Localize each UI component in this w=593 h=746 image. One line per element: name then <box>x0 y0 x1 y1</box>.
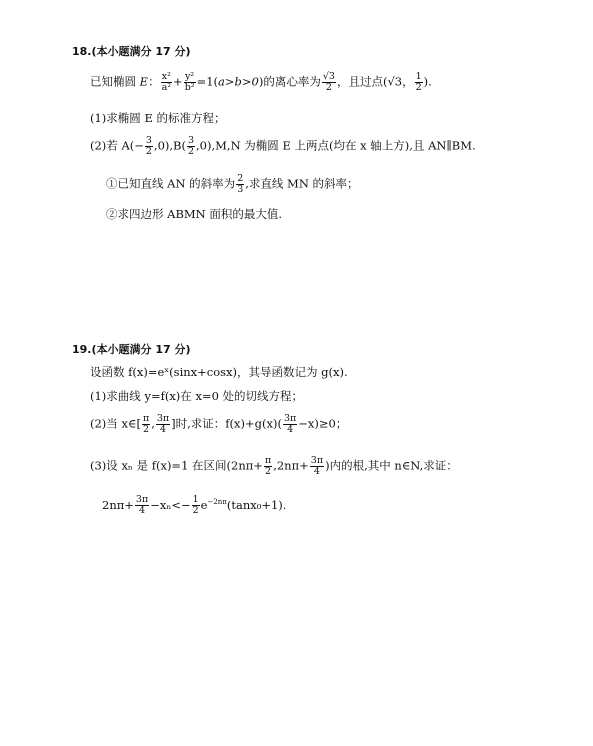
q19-stem: 设函数 f(x)=eˣ(sinx+cosx)，其导函数记为 g(x). <box>90 365 348 379</box>
fraction-3pi-4-c: $\frac{3\pi}{4}$ <box>310 455 324 477</box>
fraction-point-y: $\frac{1}{2}$ <box>415 71 422 93</box>
q18-subpart1: ①已知直线 AN 的斜率为 $\frac{2}{3}$ ,求直线 MN 的斜率； <box>106 173 359 195</box>
q18-subpart2: ②求四边形 ABMN 面积的最大值. <box>106 207 283 221</box>
q18-part1: (1)求椭圆 E 的标准方程； <box>90 111 226 125</box>
q18-part2: (2)若 A(− $\frac{3}{2}$ ,0),B( $\frac{3}{2}$ ,0),M,N 为椭圆 E 上两点(均在 x 轴上方),且 AN∥BM. <box>90 135 476 157</box>
fraction-3pi-4-d: $\frac{3\pi}{4}$ <box>135 494 149 517</box>
fraction-pi-2-b: $\frac{\pi}{2}$ <box>264 455 272 477</box>
q18-stem: 已知椭圆 E： $\frac{\text{x²}}{\text{a²}}$ + $\frac{\text{y²}}{\text{b²}}$ =1(a>b>0)的离心率为 $\frac{√3}{2}$ ，且过点(√3， $\frac{1}{2}$ ). <box>90 71 432 93</box>
q19-header: 19.(本小题满分 17 分) <box>72 343 191 356</box>
q19-part3: (3)设 xₙ 是 f(x)=1 在区间(2nπ+ $\frac{\pi}{2}$ ,2nπ+ $\frac{3\pi}{4}$ )内的根,其中 n∈N,求证： <box>90 455 458 477</box>
q19-part2: (2)当 x∈[ $\frac{\pi}{2}$ , $\frac{3\pi}{4}$ ]时,求证：f(x)+g(x)( $\frac{3\pi}{4}$ −x)≥0； <box>90 413 348 435</box>
q19-inequality: 2nπ+ $\frac{3\pi}{4}$ −xₙ<− $\frac{1}{2}$ $e^{-2n\pi}(\tan x_0+1)$. <box>102 494 287 517</box>
fraction-3pi-4-a: $\frac{3\pi}{4}$ <box>156 413 170 435</box>
fraction-3-2-b: $\frac{3}{2}$ <box>187 135 195 157</box>
fraction-3pi-4-b: $\frac{3\pi}{4}$ <box>283 413 297 435</box>
fraction-x2-a2: $\frac{\text{x²}}{\text{a²}}$ <box>161 71 172 93</box>
fraction-y2-b2: $\frac{\text{y²}}{\text{b²}}$ <box>184 71 195 93</box>
q18-header: 18.(本小题满分 17 分) <box>72 45 191 58</box>
fraction-3-2-a: $\frac{3}{2}$ <box>145 135 152 157</box>
q19-part1: (1)求曲线 y=f(x)在 x=0 处的切线方程； <box>90 389 304 403</box>
fraction-pi-2: $\frac{\pi}{2}$ <box>142 413 150 435</box>
fraction-eccentricity: $\frac{√3}{2}$ <box>322 71 335 93</box>
fraction-1-2: $\frac{1}{2}$ <box>192 494 199 517</box>
fraction-2-3: $\frac{2}{3}$ <box>237 173 244 195</box>
